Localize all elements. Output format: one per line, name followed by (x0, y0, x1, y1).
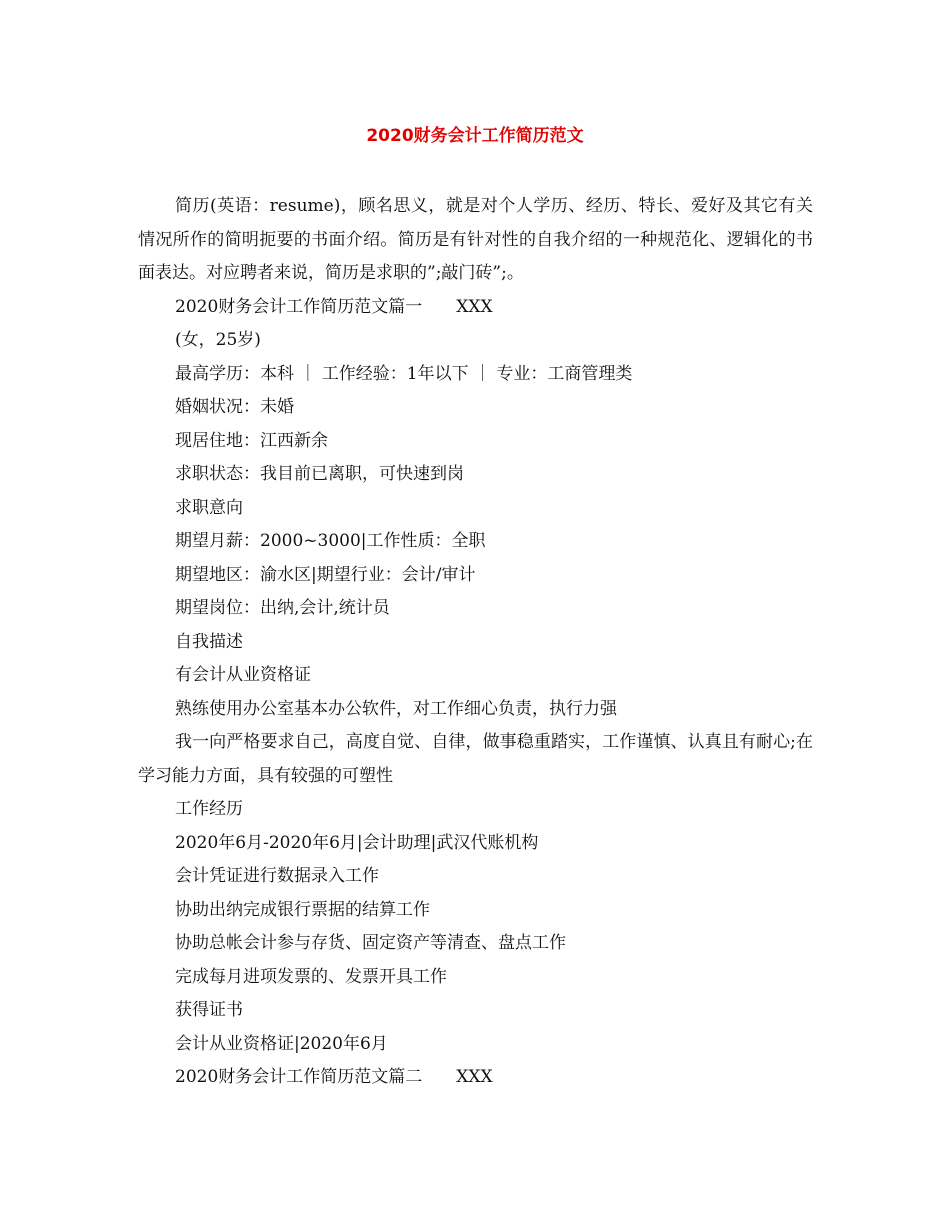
section-heading-job-intention: 求职意向 (175, 497, 243, 518)
self-description-line: 有会计从业资格证 (175, 665, 311, 685)
candidate-gender-age: (女，25岁) (175, 330, 261, 350)
current-residence: 现居住地：江西新余 (175, 430, 328, 451)
intro-paragraph: 简历(英语：resume)，顾名思义，就是对个人学历、经历、特长、爱好及其它有关情况所作的简明扼要的书面介绍。简历是有针对性的自我介绍的一种规范化、逻辑化的书面表达。对应聘者来说，简历是求职的”;敲门砖”;。 (138, 196, 813, 283)
section-heading-self-description: 自我描述 (175, 631, 243, 652)
work-duty-line: 协助出纳完成银行票据的结算工作 (175, 899, 430, 920)
expected-region: 期望地区：渝水区|期望行业：会计/审计 (175, 564, 476, 585)
work-duty-line: 会计凭证进行数据录入工作 (175, 866, 379, 886)
job-search-status: 求职状态：我目前已离职，可快速到岗 (175, 464, 464, 484)
education-experience-major: 最高学历：本科 ｜ 工作经验：1年以下 ｜ 专业：工商管理类 (175, 363, 633, 384)
document-body (138, 190, 813, 1095)
certificate-entry: 会计从业资格证|2020年6月 (175, 1033, 388, 1054)
section-heading-sample-two: 2020财务会计工作简历范文篇二 XXX (175, 1067, 493, 1087)
work-experience-entry: 2020年6月-2020年6月|会计助理|武汉代账机构 (175, 832, 539, 853)
self-description-line: 我一向严格要求自己，高度自觉、自律，做事稳重踏实，工作谨慎、认真且有耐心;在学习能力方面，具有较强的可塑性 (138, 732, 813, 786)
self-description-line: 熟练使用办公室基本办公软件，对工作细心负责，执行力强 (175, 698, 617, 719)
expected-position: 期望岗位：出纳,会计,统计员 (175, 598, 390, 618)
section-heading-work-experience: 工作经历 (175, 799, 243, 819)
marital-status: 婚姻状况：未婚 (175, 397, 294, 417)
expected-salary: 期望月薪：2000~3000|工作性质：全职 (175, 531, 486, 551)
section-heading-sample-one: 2020财务会计工作简历范文篇一 XXX (175, 296, 493, 317)
document-title: 2020财务会计工作简历范文 (366, 126, 584, 146)
section-heading-certificates: 获得证书 (175, 1000, 243, 1020)
work-duty-line: 完成每月进项发票的、发票开具工作 (175, 966, 447, 987)
work-duty-line: 协助总帐会计参与存货、固定资产等清查、盘点工作 (175, 933, 566, 953)
